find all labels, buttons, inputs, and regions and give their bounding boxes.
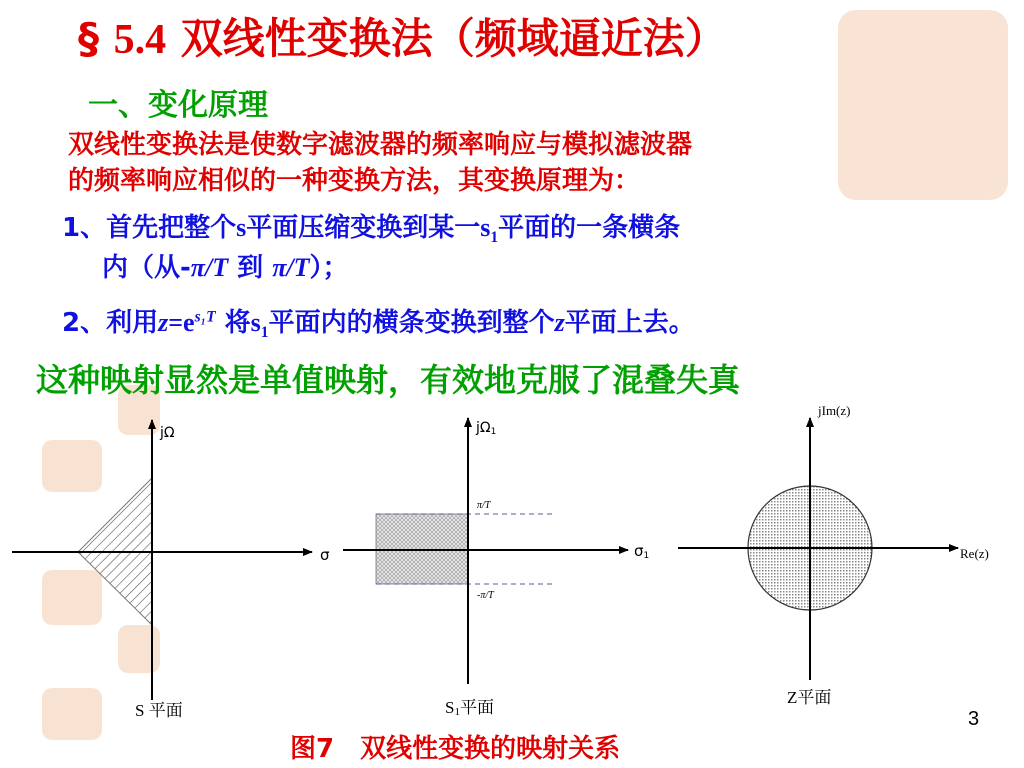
s1-plane-y-label: jΩ1 xyxy=(476,420,497,437)
page-title: § 5.4 双线性变换法（频域逼近法） xyxy=(78,14,727,63)
z-plane-label: Z平面 xyxy=(787,688,832,707)
figure-caption: 图7 双线性变换的映射关系 xyxy=(290,734,621,764)
s1-plane-label: S1平面 xyxy=(445,698,494,718)
step-2: 2、利用$z=e^{s_1T}$ 将$s_1$平面内的横条变换到整个z平面上去。 xyxy=(62,308,695,342)
step-1-line-2: 内（从-π/T 到 π/T）； xyxy=(102,253,349,283)
intro-line-2: 的频率响应相似的一种变换方法，其变换原理为： xyxy=(68,166,641,196)
step-1-line-1: 1、首先把整个s平面压缩变换到某一$s_1$平面的一条横条 xyxy=(62,213,681,247)
z-plane-figure xyxy=(678,418,958,680)
s-plane-x-label: σ xyxy=(320,546,330,564)
section-heading: 一、变化原理 xyxy=(88,88,268,123)
intro-line-1: 双线性变换法是使数字滤波器的频率响应与模拟滤波器 xyxy=(68,130,693,160)
s1-upper-bound-label: π/T xyxy=(477,500,491,511)
z-plane-y-label: jIm(z) xyxy=(818,403,851,418)
s1-plane-figure xyxy=(343,418,628,684)
s1-lower-bound-label: -π/T xyxy=(477,590,494,601)
conclusion-text: 这种映射显然是单值映射，有效地克服了混叠失真 xyxy=(36,361,741,399)
s-plane-label: S 平面 xyxy=(135,701,183,720)
s-plane-figure xyxy=(12,420,312,700)
s-plane-y-label: jΩ xyxy=(160,425,175,441)
page-number: 3 xyxy=(968,708,980,730)
z-plane-x-label: Re(z) xyxy=(960,546,989,561)
s1-plane-x-label: σ1 xyxy=(634,542,650,561)
